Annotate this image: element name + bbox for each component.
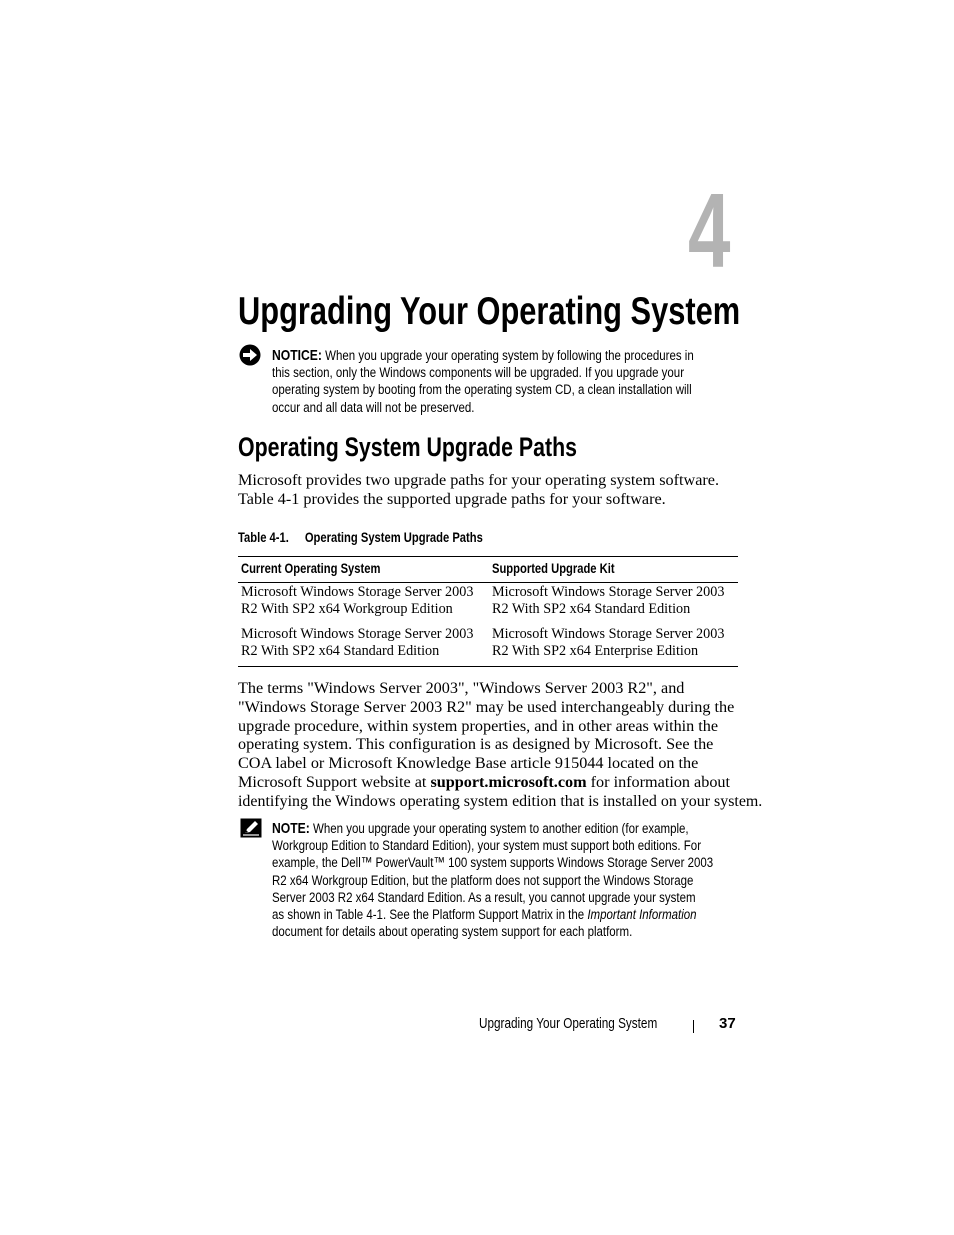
footer-divider bbox=[693, 1020, 694, 1033]
note-label: NOTE: bbox=[272, 820, 310, 837]
table-cell-upgrade: Microsoft Windows Storage Server 2003 R2 With SP2 x64 Enterprise Edition bbox=[492, 626, 725, 659]
chapter-number: 4 bbox=[688, 172, 731, 290]
notice-callout bbox=[272, 347, 738, 417]
notice-arrow-icon bbox=[239, 344, 261, 366]
table-cell-current: Microsoft Windows Storage Server 2003 R2 With SP2 x64 Workgroup Edition bbox=[241, 584, 474, 617]
note-line: R2 x64 Workgroup Edition, but the platform does not support the Windows Storage bbox=[272, 872, 694, 889]
table-row bbox=[238, 624, 738, 666]
support-link[interactable]: support.microsoft.com bbox=[430, 772, 587, 791]
notice-label: NOTICE: bbox=[272, 347, 322, 364]
intro-paragraph: Microsoft provides two upgrade paths for your operating system software. Table 4-1 provides the supported upgrade paths for your software. bbox=[238, 471, 720, 508]
page-number: 37 bbox=[719, 1015, 736, 1032]
note-line: example, the Dell™ PowerVault™ 100 system supports Windows Storage Server 2003 bbox=[272, 855, 714, 872]
table-row bbox=[238, 583, 738, 624]
notice-line: NOTICE: When you upgrade your operating system by following the procedures in bbox=[272, 347, 694, 364]
note-line: NOTE: When you upgrade your operating system to another edition (for example, bbox=[272, 820, 689, 837]
table-cell-current: Microsoft Windows Storage Server 2003 R2 With SP2 x64 Standard Edition bbox=[241, 626, 474, 659]
note-callout bbox=[272, 820, 738, 941]
terms-paragraph: The terms "Windows Server 2003", "Windows Server 2003 R2", and "Windows Storage Server 2003 R2" may be used interchangeably during the upgrade procedure, within system properties, and in other areas within the operating system. This configuration is as designed by Microsoft. See the COA label or Microsoft Knowledge Base article 915044 located on the Microsoft Support website at support.microsoft.com for information about identifying the Windows operating system edition that is installed on your system. bbox=[238, 679, 763, 810]
note-pencil-icon bbox=[240, 818, 262, 838]
upgrade-paths-table bbox=[238, 556, 738, 667]
chapter-title: Upgrading Your Operating System bbox=[238, 290, 741, 333]
notice-line: occur and all data will not be preserved. bbox=[272, 399, 475, 416]
notice-line: this section, only the Windows components will be upgraded. If you upgrade your bbox=[272, 365, 685, 382]
section-heading: Operating System Upgrade Paths bbox=[238, 432, 578, 462]
table-cell-upgrade: Microsoft Windows Storage Server 2003 R2 With SP2 x64 Standard Edition bbox=[492, 584, 725, 617]
note-line: Server 2003 R2 x64 Standard Edition. As a result, you cannot upgrade your system bbox=[272, 889, 696, 906]
note-line: Workgroup Edition to Standard Edition), your system must support both editions. For bbox=[272, 838, 702, 855]
table-caption-title: Operating System Upgrade Paths bbox=[304, 529, 483, 545]
table-header-row bbox=[238, 557, 738, 583]
table-caption-number: Table 4-1. bbox=[238, 529, 289, 545]
note-line: as shown in Table 4-1. See the Platform Support Matrix in the Important Information bbox=[272, 907, 697, 924]
table-header-upgrade: Supported Upgrade Kit bbox=[492, 560, 615, 576]
note-line: document for details about operating system support for each platform. bbox=[272, 924, 633, 941]
table-header-current: Current Operating System bbox=[241, 560, 381, 576]
notice-line: operating system by booting from the operating system CD, a clean installation will bbox=[272, 382, 692, 399]
footer-title: Upgrading Your Operating System bbox=[479, 1016, 658, 1032]
table-caption bbox=[238, 529, 483, 545]
